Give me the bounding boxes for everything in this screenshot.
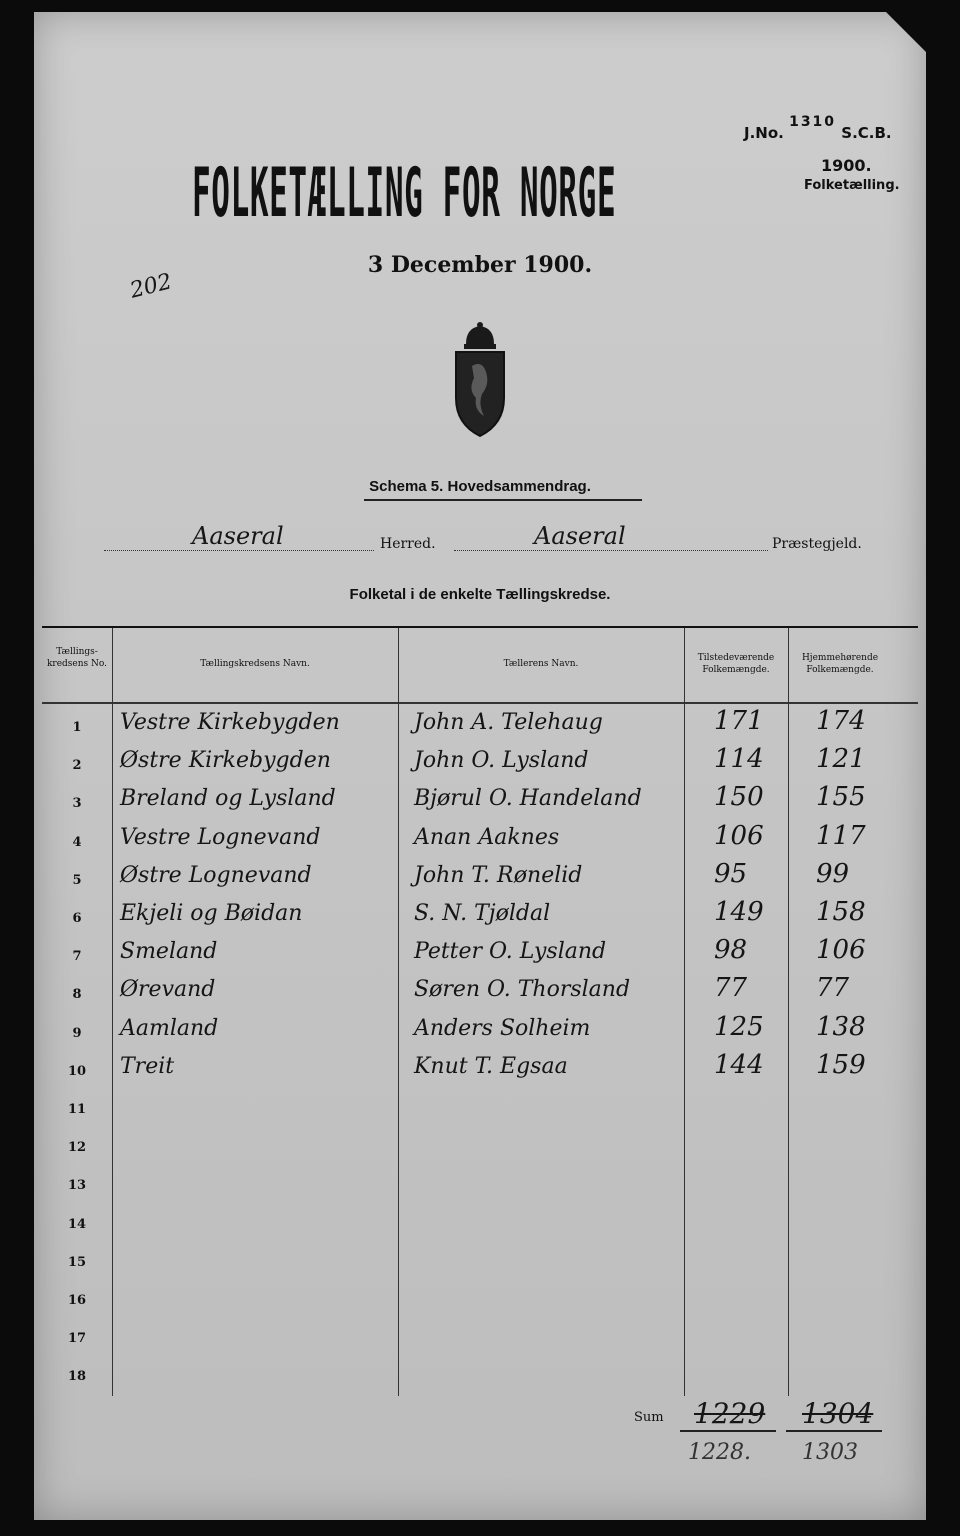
teller-name: Knut T. Egsaa	[414, 1053, 568, 1079]
census-year: 1900.	[821, 156, 872, 175]
prestegjeld-value: Aaseral	[534, 522, 626, 550]
tilstede-value: 149	[714, 897, 764, 927]
kreds-name: Smeland	[120, 939, 218, 965]
sum-hjemme: 1304	[802, 1397, 874, 1430]
journal-number-value: 1310	[789, 114, 837, 130]
header-divider	[42, 702, 918, 704]
kreds-name: Ekjeli og Bøidan	[120, 901, 303, 926]
schema-heading: Schema 5. Hovedsammendrag.	[369, 478, 591, 495]
prestegjeld-label: Præstegjeld.	[772, 536, 862, 552]
row-number: 13	[67, 1178, 87, 1194]
row-number: 18	[67, 1369, 87, 1385]
column-header-no: Tællings-kredsens No.	[46, 647, 108, 669]
row-number: 5	[72, 872, 82, 888]
hjemme-value: 159	[816, 1049, 866, 1080]
hjemme-value: 99	[816, 858, 850, 889]
tilstede-value: 98	[714, 935, 748, 966]
kreds-name: Vestre Lognevand	[120, 824, 321, 850]
sum-label: Sum	[634, 1410, 664, 1425]
row-number: 15	[67, 1254, 87, 1270]
row-number: 7	[72, 949, 82, 965]
tilstede-value: 106	[714, 820, 764, 851]
census-date: 3 December 1900.	[367, 252, 593, 278]
sum-tilstede: 1229	[694, 1397, 766, 1430]
hjemme-value: 174	[816, 706, 866, 736]
teller-name: John T. Rønelid	[414, 862, 583, 888]
tilstede-value: 125	[714, 1011, 764, 1042]
torn-corner	[886, 12, 926, 52]
tilstede-value: 95	[714, 858, 748, 889]
teller-name: Søren O. Thorsland	[414, 977, 631, 1003]
herred-label: Herred.	[380, 536, 436, 552]
page-title: FOLKETÆLLING FOR NORGE	[192, 154, 617, 233]
column-divider	[788, 628, 789, 1396]
column-divider	[112, 628, 113, 1396]
row-number: 4	[72, 834, 82, 850]
row-number: 14	[67, 1216, 87, 1232]
pencil-annotation: 202	[127, 269, 175, 304]
coat-of-arms-icon	[452, 320, 508, 440]
sum-underline-hjemme	[786, 1430, 882, 1432]
table-subtitle: Folketal i de enkelte Tællingskredse.	[349, 586, 611, 603]
hjemme-value: 117	[816, 820, 866, 851]
teller-name: John O. Lysland	[414, 748, 589, 774]
row-number: 8	[72, 987, 82, 1003]
census-form-page	[34, 12, 926, 1520]
tilstede-value: 171	[714, 706, 764, 736]
row-number: 10	[67, 1063, 87, 1079]
teller-name: Bjørul O. Handeland	[414, 786, 642, 812]
census-table	[42, 626, 918, 1396]
kreds-name: Treit	[120, 1053, 175, 1079]
kreds-name: Vestre Kirkebygden	[120, 710, 340, 735]
tilstede-value: 114	[714, 744, 764, 775]
column-header-kreds: Tællingskredsens Navn.	[200, 659, 310, 669]
hjemme-value: 106	[816, 935, 866, 966]
journal-suffix: S.C.B.	[841, 124, 892, 142]
hjemme-value: 138	[816, 1011, 866, 1042]
teller-name: S. N. Tjøldal	[414, 901, 551, 926]
schema-underline	[364, 499, 642, 501]
journal-label: J.No.	[744, 124, 784, 142]
row-number: 2	[72, 758, 82, 774]
journal-number	[744, 114, 892, 142]
hjemme-value: 155	[816, 782, 866, 813]
sum-underline-tilstede	[680, 1430, 776, 1432]
row-number: 1	[72, 720, 82, 735]
hjemme-value: 77	[816, 973, 850, 1004]
sum-tilstede-corrected: 1228.	[688, 1440, 751, 1465]
teller-name: Anders Solheim	[414, 1015, 591, 1041]
kreds-name: Aamland	[120, 1015, 219, 1041]
kreds-name: Breland og Lysland	[120, 786, 336, 812]
teller-name: Anan Aaknes	[414, 824, 560, 850]
sum-hjemme-corrected: 1303	[802, 1440, 858, 1465]
kreds-name: Ørevand	[120, 977, 216, 1003]
row-number: 6	[72, 911, 82, 926]
row-number: 12	[67, 1140, 87, 1156]
tilstede-value: 77	[714, 973, 748, 1004]
kreds-name: Østre Lognevand	[120, 862, 312, 888]
column-divider	[398, 628, 399, 1396]
kreds-name: Østre Kirkebygden	[120, 748, 331, 774]
tilstede-value: 144	[714, 1049, 764, 1080]
herred-value: Aaseral	[192, 522, 284, 550]
census-word: Folketælling.	[804, 178, 900, 193]
hjemme-value: 121	[816, 744, 866, 775]
row-number: 16	[67, 1293, 87, 1308]
column-divider	[684, 628, 685, 1396]
row-number: 3	[72, 796, 82, 812]
column-header-hjemme: Hjemmehørende Folkemængde.	[801, 653, 879, 675]
row-number: 9	[72, 1025, 82, 1041]
teller-name: John A. Telehaug	[414, 710, 603, 735]
row-number: 11	[67, 1102, 87, 1117]
column-header-tilstede: Tilstedeværende Folkemængde.	[697, 653, 775, 675]
teller-name: Petter O. Lysland	[414, 939, 607, 965]
hjemme-value: 158	[816, 897, 866, 927]
row-number: 17	[67, 1331, 87, 1347]
tilstede-value: 150	[714, 782, 764, 813]
column-header-teller: Tællerens Navn.	[503, 659, 579, 669]
